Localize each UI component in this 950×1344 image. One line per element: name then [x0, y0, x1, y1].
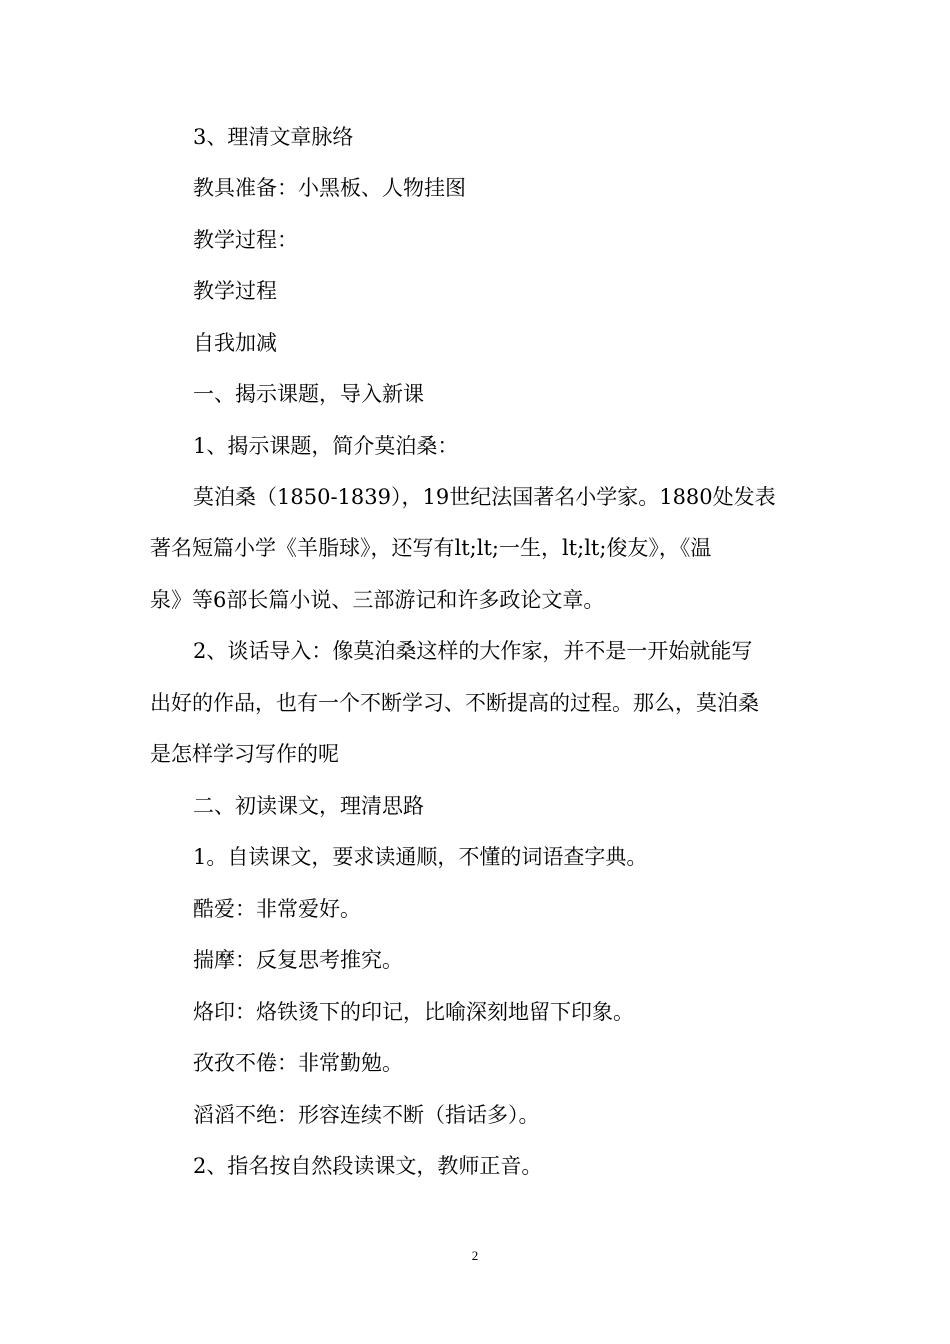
page-number: 2: [471, 1248, 479, 1263]
maupassant-intro-line-3: 泉》等6部长篇小说、三部游记和许多政论文章。: [150, 588, 605, 612]
maupassant-intro-line-1: 莫泊桑（1850-1839），19世纪法国著名小学家。1880处发表: [193, 485, 776, 509]
objective-3: 3、理清文章脉络: [193, 125, 354, 149]
maupassant-intro-line-2: 著名短篇小学《羊脂球》，还写有lt;lt;一生，lt;lt;俊友》，《温: [150, 536, 712, 560]
section-2-heading: 二、初读课文，理清思路: [193, 794, 424, 818]
teaching-process-heading: 教学过程：: [193, 228, 298, 252]
vocab-taotaobujue: 滔滔不绝：形容连续不断（指话多）。: [193, 1103, 540, 1127]
step-1-2-line-2: 出好的作品，也有一个不断学习、不断提高的过程。那么，莫泊桑: [150, 691, 759, 715]
step-1-1: 1、揭示课题，简介莫泊桑：: [193, 434, 459, 458]
teaching-process-label: 教学过程: [193, 279, 277, 303]
self-adjustment-label: 自我加减: [193, 331, 277, 355]
teaching-aids: 教具准备：小黑板、人物挂图: [193, 176, 466, 200]
vocab-chuaimo: 揣摩：反复思考推究。: [193, 948, 403, 972]
step-1-2-line-1: 2、谈话导入：像莫泊桑这样的大作家，并不是一开始就能写: [193, 639, 753, 663]
vocab-laoyin: 烙印：烙铁烫下的印记，比喻深刻地留下印象。: [193, 1000, 634, 1024]
vocab-kuai: 酷爱：非常爱好。: [193, 897, 361, 921]
section-1-heading: 一、揭示课题，导入新课: [193, 382, 424, 406]
step-2-1: 1。自读课文，要求读通顺，不懂的词语查字典。: [193, 845, 648, 869]
vocab-zizibujuan: 孜孜不倦：非常勤勉。: [193, 1051, 403, 1075]
step-2-2: 2、指名按自然段读课文，教师正音。: [193, 1154, 543, 1178]
step-1-2-line-3: 是怎样学习写作的呢: [150, 742, 339, 766]
